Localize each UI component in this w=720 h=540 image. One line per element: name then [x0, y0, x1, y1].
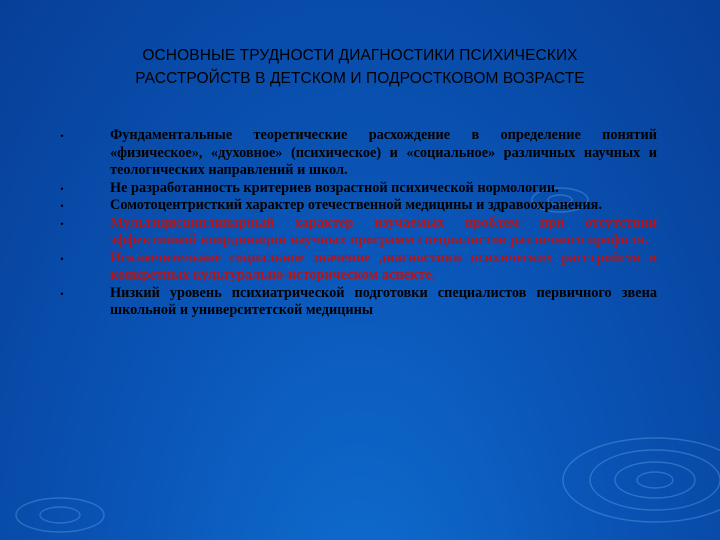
list-item — [55, 127, 657, 180]
bullet-icon: • — [60, 253, 64, 264]
list-item — [55, 180, 657, 198]
list-item-text: Низкий уровень психиатрической подготовки специалистов первичного звена школьной и университетской медицины — [110, 284, 657, 318]
list-item-text: Мультидисциплинарный характер изучаемых проблем при отсутствии эффективной координации научных программ специалистов различного профиля. — [110, 214, 657, 248]
title-line-1: ОСНОВНЫЕ ТРУДНОСТИ ДИАГНОСТИКИ ПСИХИЧЕСКИХ — [142, 47, 578, 64]
list-item-text: Исключительное социальное значение диагностики психических расстройств в конкретных культурально-историческом аспекте. — [110, 249, 657, 283]
list-item — [55, 285, 657, 320]
list-item-text: Не разработанность критериев возрастной психической нормологии. — [110, 179, 559, 196]
bullet-icon: • — [60, 218, 64, 229]
bullet-icon: • — [60, 288, 64, 299]
difficulties-list — [55, 127, 657, 320]
list-item — [55, 215, 657, 250]
list-item — [55, 197, 657, 215]
slide-title — [40, 44, 680, 90]
bullet-icon: • — [60, 183, 64, 194]
bullet-icon: • — [60, 131, 64, 141]
title-line-2: РАССТРОЙСТВ В ДЕТСКОМ И ПОДРОСТКОВОМ ВОЗРАСТЕ — [135, 70, 585, 87]
bullet-icon: • — [60, 201, 64, 211]
list-item-text: Сомотоцентристкий характер отечественной медицины и здравоохранения. — [110, 197, 602, 213]
list-item-text: Фундаментальные теоретические расхождение в определение понятий «физическое», «духовное» (психическое) и «социальное» различных научных и теологических направлений и школ. — [110, 127, 657, 178]
list-item — [55, 250, 657, 285]
